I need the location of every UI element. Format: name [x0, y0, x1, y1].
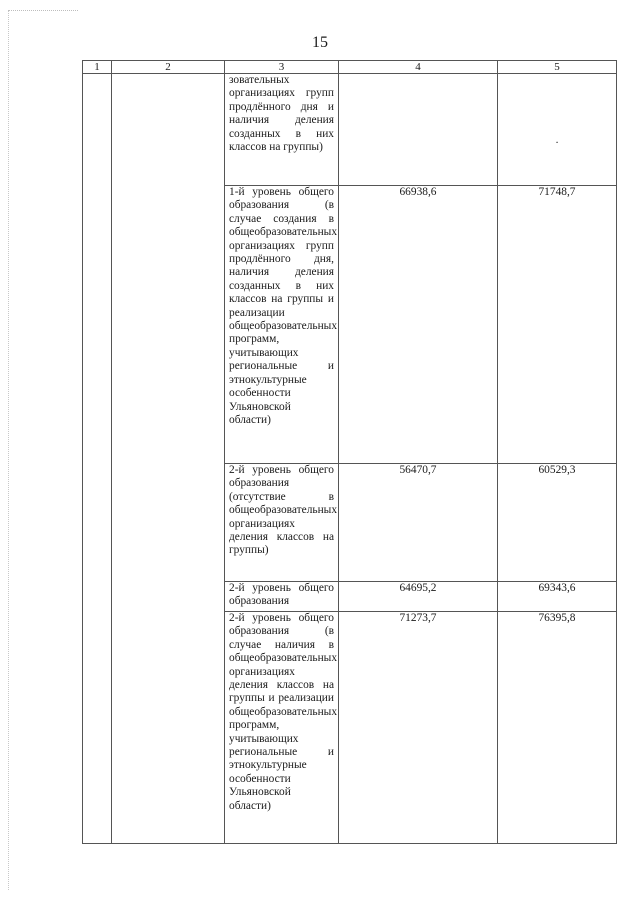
value-cell-col5: 69343,6: [498, 582, 617, 612]
scan-edge-top: [8, 10, 78, 12]
header-cell-2: 2: [112, 61, 225, 74]
description-cell: зовательных организациях групп продлённого дня и наличия деления созданных в них классов на группы): [225, 74, 339, 186]
scan-edge-left: [8, 10, 10, 890]
value-cell-col4: 64695,2: [339, 582, 498, 612]
table-header-row: [83, 61, 617, 74]
header-cell-1: 1: [83, 61, 112, 74]
value-cell-col5: [498, 74, 617, 186]
value-cell-col4: 56470,7: [339, 464, 498, 582]
table-row: [83, 74, 617, 186]
value-cell-col5: 60529,3: [498, 464, 617, 582]
value-col5-text: .: [555, 134, 559, 146]
value-cell-col4: 66938,6: [339, 186, 498, 464]
value-cell-col5: 71748,7: [498, 186, 617, 464]
description-cell: 2-й уровень общего образования (в случае наличия в общеобразовательных организациях деления классов на группы и реализации общеобразовательных программ, учитывающих региональные и этнокультурные особенности Ульяновской области): [225, 612, 339, 844]
value-cell-col4: 71273,7: [339, 612, 498, 844]
description-cell: 2-й уровень общего образования: [225, 582, 339, 612]
value-cell-col5: 76395,8: [498, 612, 617, 844]
header-cell-4: 4: [339, 61, 498, 74]
tariff-table: [82, 60, 617, 844]
row-number-cell: [83, 74, 112, 844]
page-number: 15: [312, 34, 328, 51]
category-cell: [112, 74, 225, 844]
header-cell-3: 3: [225, 61, 339, 74]
header-cell-5: 5: [498, 61, 617, 74]
description-cell: 1-й уровень общего образования (в случае создания в общеобразовательных организациях групп продлённого дня, наличия деления созданных в них классов на группы и реализации общеобразовательных программ, учитывающих региональные и этнокультурные особенности Ульяновской области): [225, 186, 339, 464]
value-cell-col4: [339, 74, 498, 186]
description-cell: 2-й уровень общего образования (отсутствие в общеобразовательных организациях деления классов на группы): [225, 464, 339, 582]
